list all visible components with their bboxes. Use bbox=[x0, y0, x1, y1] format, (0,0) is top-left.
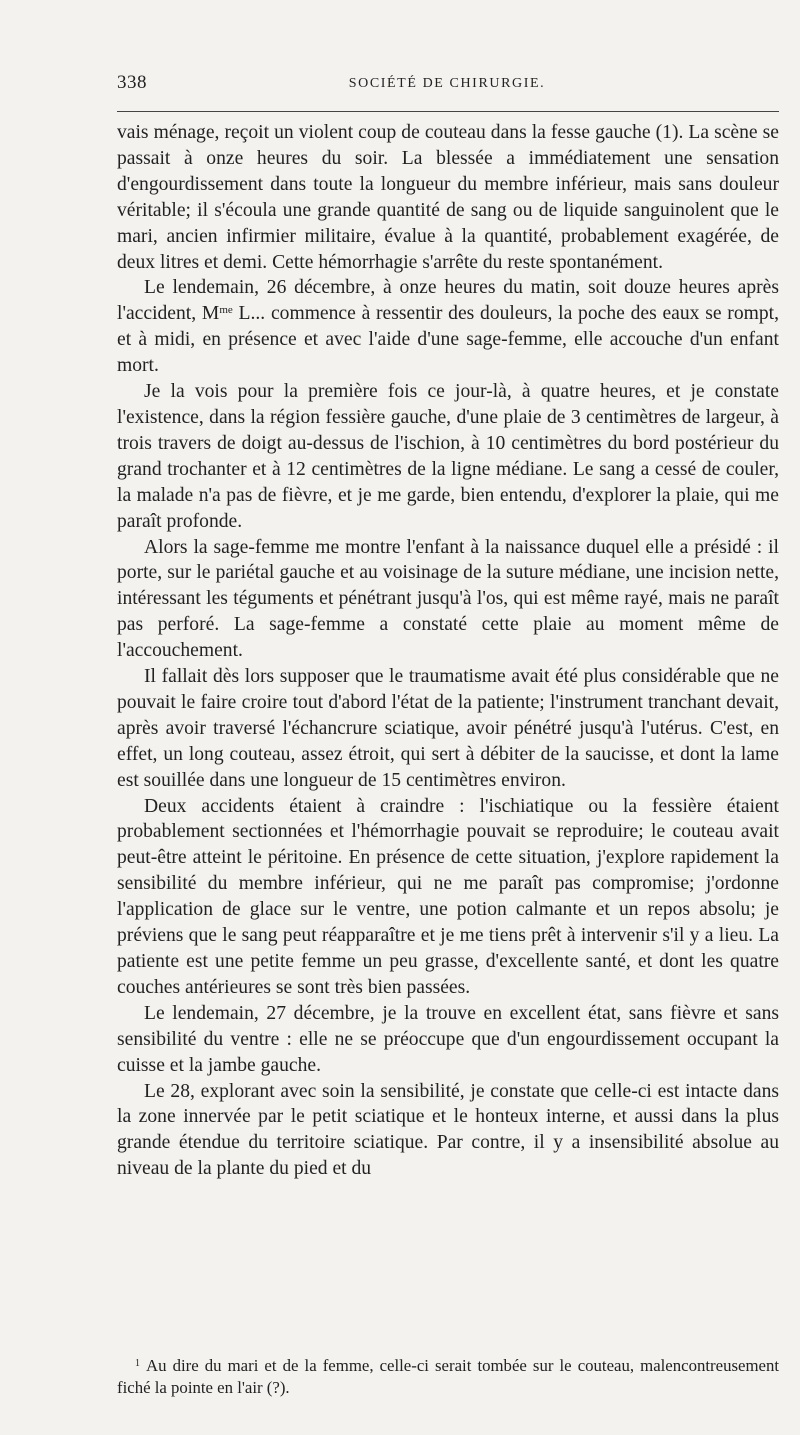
paragraph-5: Il fallait dès lors supposer que le traumatisme avait été plus considérable que ne pouvait le faire croire tout d'abord l'état de la patiente; l'instrument tranchant devait, après avoir traversé l'échancrure sciatique, avoir pénétré jusqu'à l'utérus. C'est, en effet, un long couteau, assez étroit, qui sert à débiter de la saucisse, et dont la lame est souillée dans une longueur de 15 centimètres environ. bbox=[117, 666, 779, 791]
paragraph-4: Alors la sage-femme me montre l'enfant à la naissance duquel elle a présidé : il porte, sur le pariétal gauche et au voisinage de la suture médiane, une incision nette, intéressant les téguments et pénétrant jusqu'à l'os, qui est même rayé, mais ne paraît pas perforé. La sage-femme a constaté cette plaie au moment même de l'accouchement. bbox=[117, 536, 779, 662]
footnote bbox=[117, 1355, 779, 1399]
footnote-reference[interactable]: 1 bbox=[662, 122, 672, 143]
abbreviation-superscript: me bbox=[219, 304, 233, 317]
paragraph-8: Le 28, explorant avec soin la sensibilité, je constate que celle-ci est intacte dans la zone innervée par le petit sciatique et le honteux interne, et aussi dans la plus grande étendue du territoire sciatique. Par contre, il y a insensibilité absolue au niveau de la plante du pied et du bbox=[117, 1080, 779, 1180]
paragraph-1: vais ménage, reçoit un violent coup de couteau dans la fesse gauche (1). La scène se passait à onze heures du soir. La blessée a immédiatement une sensation d'engourdissement dans toute la longueur du membre inférieur, mais sans douleur véritable; il s'écoula une grande quantité de sang ou de liquide sanguinolent que le mari, ancien infirmier militaire, évalue à la quantité, probablement exagérée, de deux litres et demi. Cette hémorrhagie s'arrête du reste spontanément. bbox=[117, 122, 779, 273]
footnote-text: $^1$ Au dire du mari et de la femme, celle-ci serait tombée sur le couteau, malencontreusement fiché la pointe en l'air (?). bbox=[117, 1356, 779, 1397]
paragraph-3: Je la vois pour la première fois ce jour-là, à quatre heures, et je constate l'existence, dans la région fessière gauche, d'une plaie de 3 centimètres de largeur, à trois travers de doigt au-dessus de l'ischion, à 10 centimètres du bord postérieur du grand trochanter et à 12 centimètres de la ligne médiane. Le sang a cessé de couler, la malade n'a pas de fièvre, et je me garde, bien entendu, d'explorer la plaie, qui me paraît profonde. bbox=[117, 381, 779, 532]
paragraph-7: Le lendemain, 27 décembre, je la trouve en excellent état, sans fièvre et sans sensibilité du ventre : elle ne se préoccupe que d'un engourdissement occupant la cuisse et la jambe gauche. bbox=[117, 1002, 779, 1076]
paragraph-6: Deux accidents étaient à craindre : l'ischiatique ou la fessière étaient probablement sectionnées et l'hémorrhagie pouvait se reproduire; le couteau avait peut-être atteint le péritoine. En présence de cette situation, j'explore rapidement la sensibilité du membre inférieur, qui ne me paraît pas compromise; j'ordonne l'application de glace sur le ventre, une potion calmante et un repos absolu; je préviens que le sang peut réapparaître et je me tiens prêt à intervenir s'il y a lieu. La patiente est une petite femme un peu grasse, d'excellente santé, et dont les quatre couches antérieures se sont très bien passées. bbox=[117, 795, 779, 998]
page-number: 338 bbox=[117, 72, 147, 93]
running-head: SOCIÉTÉ DE CHIRURGIE. bbox=[348, 76, 546, 91]
body-text bbox=[117, 120, 779, 1182]
footnote-mark: 1 bbox=[135, 1358, 140, 1369]
page-header bbox=[117, 72, 777, 102]
header-rule bbox=[117, 111, 779, 112]
paragraph-2: Le lendemain, 26 décembre, à onze heures du matin, soit douze heures après l'accident, $M^{me}$ L... commence à ressentir des douleurs, la poche des eaux se rompt, et à midi, en présence et avec l'aide d'une sage-femme, elle accouche d'un enfant mort. bbox=[117, 277, 779, 377]
